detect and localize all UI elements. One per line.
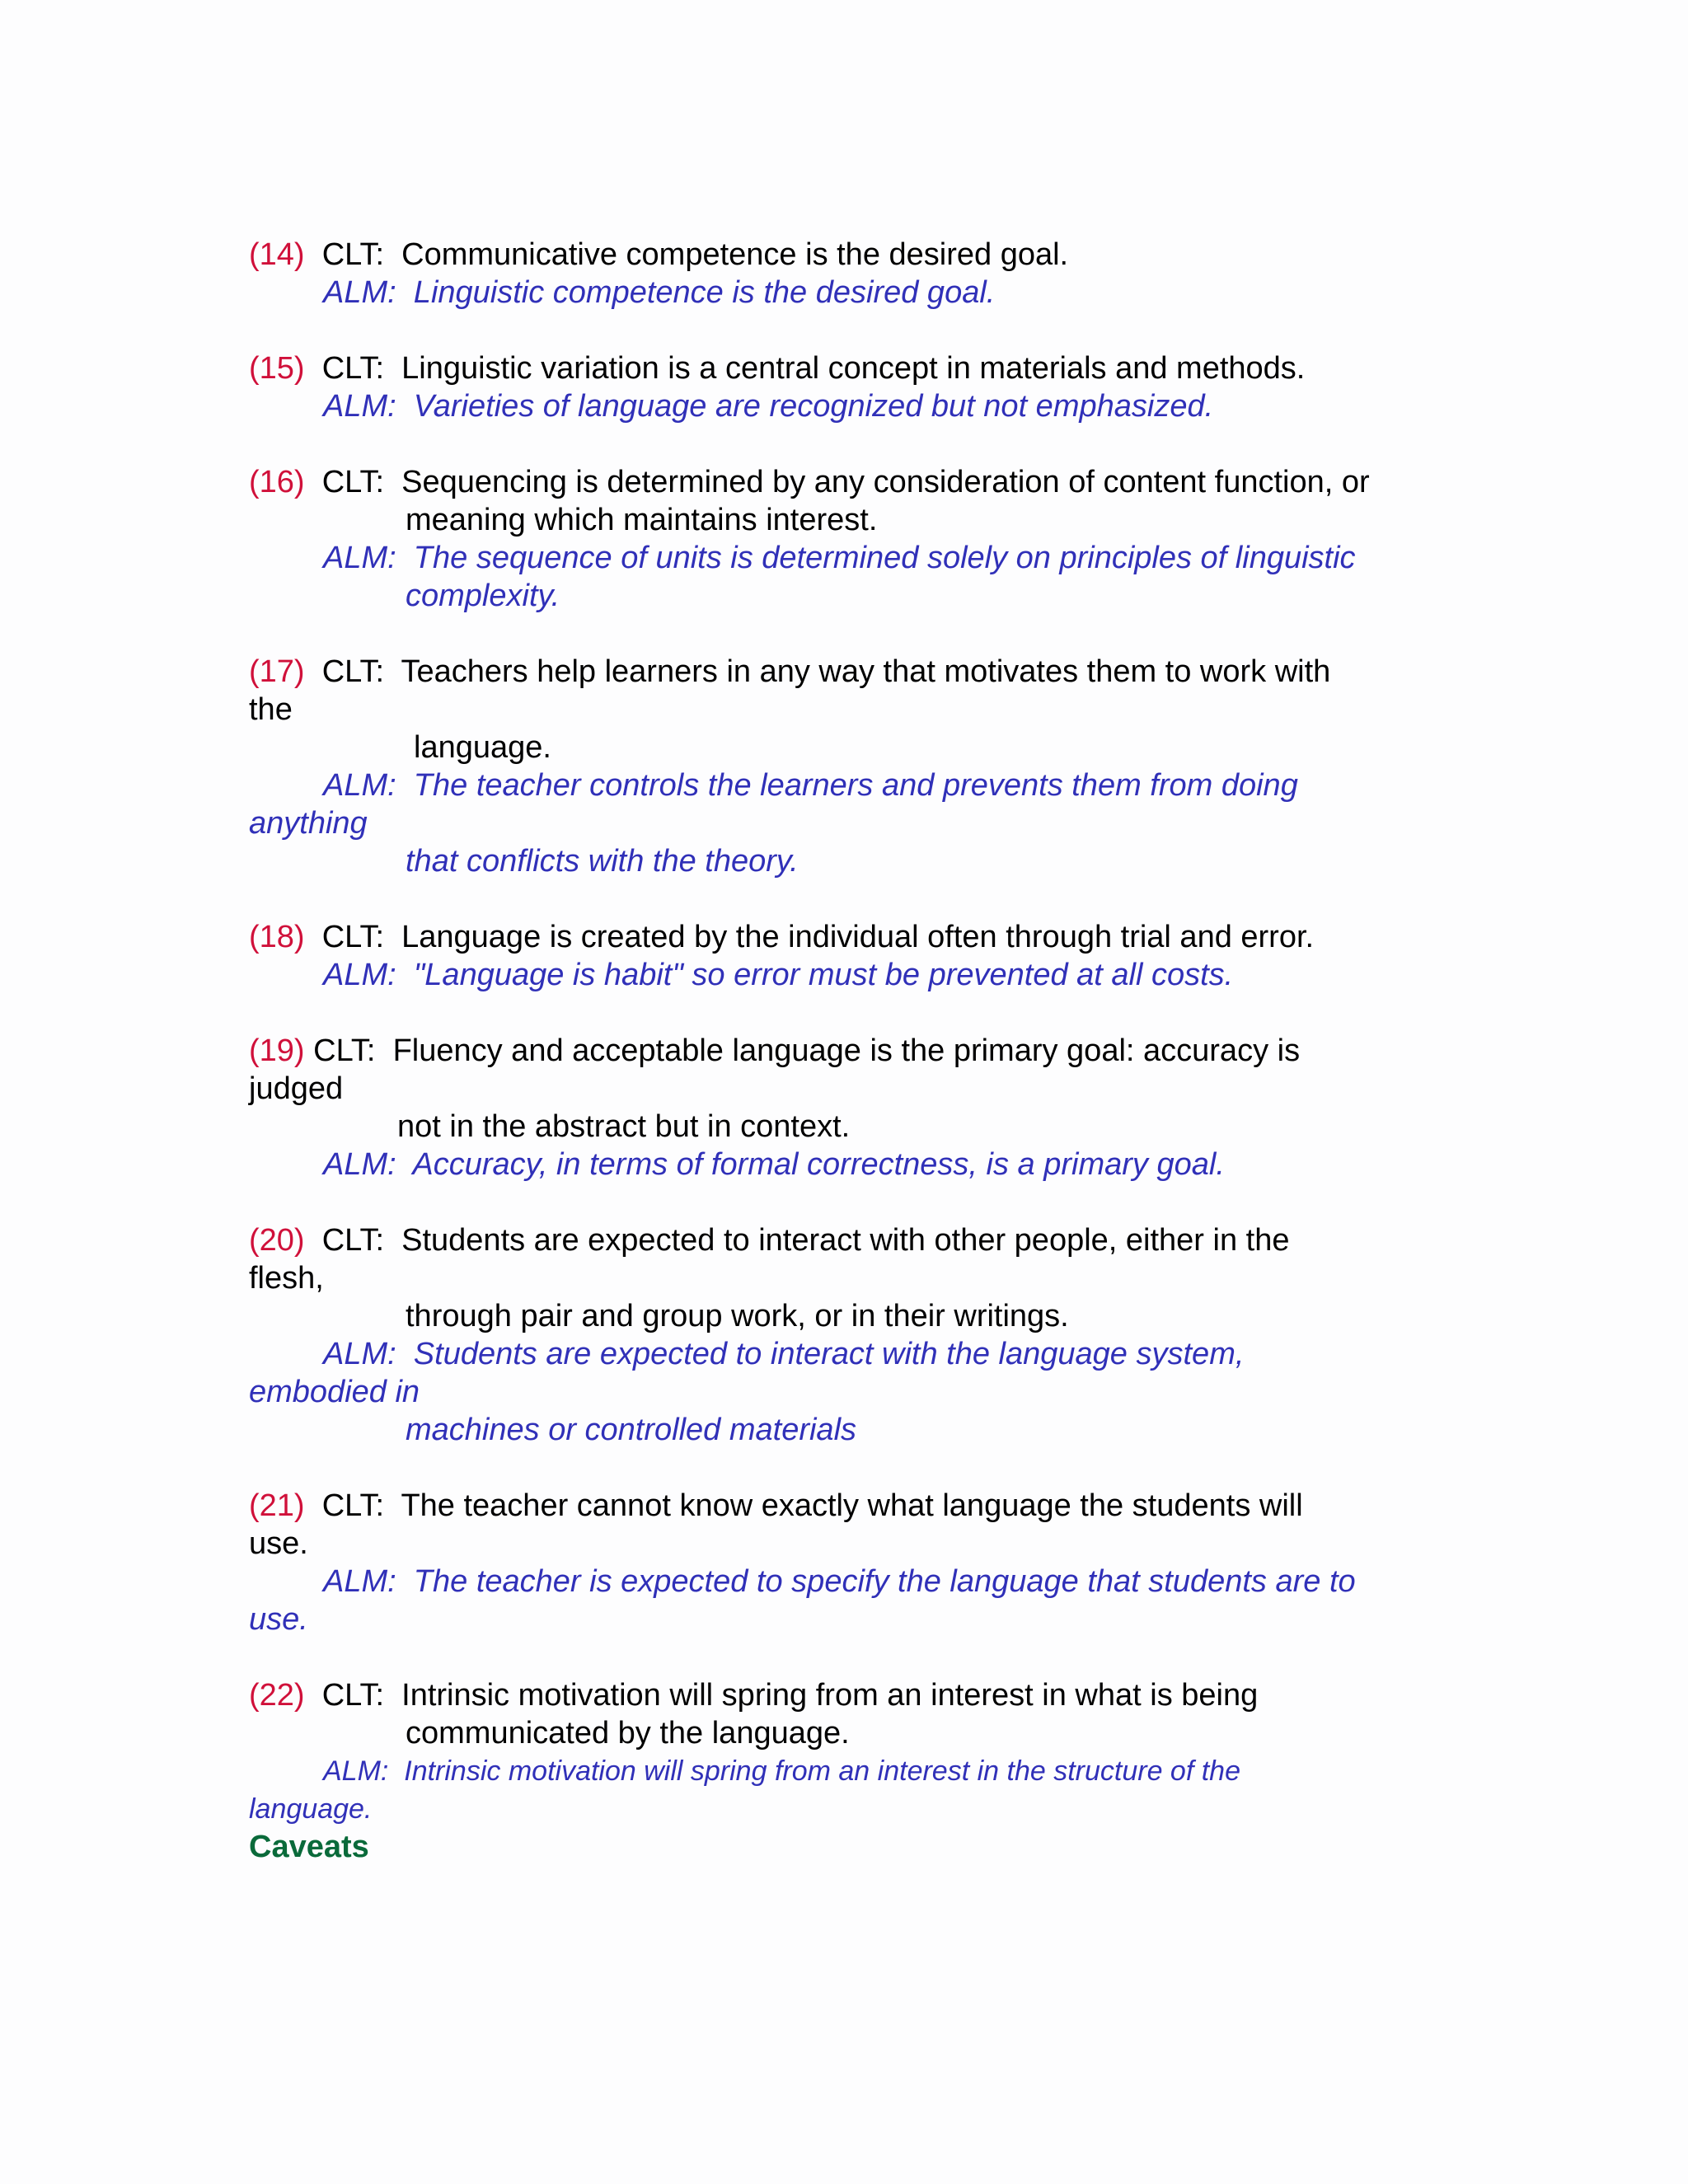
item-number: (19) [249,1033,305,1068]
clt-text: CLT: Language is created by the individual often through trial and error. [321,920,1315,954]
item-number: (14) [249,237,305,272]
item-17-clt-line [249,653,1452,691]
item-number: (17) [249,654,305,689]
item-14-alm-line: ALM: Linguistic competence is the desired goal. [323,275,996,310]
item-19-clt-wrap: judged [249,1071,344,1106]
clt-text: CLT: Students are expected to interact with other people, either in the [321,1223,1290,1258]
item-number: (15) [249,351,305,386]
item-20-alm-continuation: machines or controlled materials [406,1413,857,1447]
item-21-alm-wrap: use. [249,1602,308,1637]
item-20-clt-line [249,1221,1452,1259]
clt-text: CLT: Communicative competence is the desired goal. [321,237,1069,272]
clt-text: CLT: Sequencing is determined by any consideration of content function, or [321,465,1370,499]
item-number: (21) [249,1488,305,1523]
item-18-alm-line: ALM: "Language is habit" so error must be prevented at all costs. [323,958,1234,992]
item-21-clt-wrap: use. [249,1526,308,1561]
clt-text: CLT: Linguistic variation is a central concept in materials and methods. [321,351,1306,386]
item-number: (16) [249,465,305,499]
item-22-clt-line [249,1676,1452,1714]
item-16-clt-continuation: meaning which maintains interest. [406,503,878,537]
item-19-alm-line: ALM: Accuracy, in terms of formal correctness, is a primary goal. [323,1147,1225,1182]
item-number: (22) [249,1678,305,1713]
item-17-alm-continuation: that conflicts with the theory. [406,844,799,879]
item-22-clt-continuation: communicated by the language. [406,1716,850,1750]
item-15-clt-line [249,349,1452,387]
item-21-alm-line: ALM: The teacher is expected to specify the language that students are to [323,1564,1356,1599]
item-number: (18) [249,920,305,954]
item-17-alm-line: ALM: The teacher controls the learners and prevents them from doing [323,768,1298,803]
section-heading-caveats: Caveats [249,1830,369,1864]
item-16-alm-continuation: complexity. [406,579,560,613]
item-16-alm-line: ALM: The sequence of units is determined solely on principles of linguistic [323,541,1356,575]
clt-text: CLT: Intrinsic motivation will spring from an interest in what is being [321,1678,1259,1713]
item-20-clt-continuation: through pair and group work, or in their writings. [406,1299,1069,1333]
item-18-clt-line [249,918,1452,956]
item-17-alm-wrap: anything [249,806,368,841]
clt-text: CLT: Fluency and acceptable language is the primary goal: accuracy is [313,1033,1301,1068]
item-14-clt-line [249,236,1452,274]
clt-text: CLT: Teachers help learners in any way that motivates them to work with [321,654,1331,689]
document-content [249,236,1452,1866]
clt-text: CLT: The teacher cannot know exactly what language the students will [321,1488,1303,1523]
item-19-clt-line [249,1032,1452,1070]
item-number: (20) [249,1223,305,1258]
item-19-clt-continuation: not in the abstract but in context. [397,1109,851,1144]
item-15-alm-line: ALM: Varieties of language are recognized but not emphasized. [323,389,1214,424]
item-16-clt-line [249,463,1452,501]
item-20-clt-wrap: flesh, [249,1261,324,1296]
item-22-alm-wrap: language. [249,1793,373,1825]
item-17-clt-continuation: language. [414,730,551,765]
item-22-alm-line: ALM: Intrinsic motivation will spring from an interest in the structure of the [323,1755,1241,1787]
item-20-alm-wrap: embodied in [249,1375,420,1409]
item-17-clt-wrap: the [249,692,293,727]
item-21-clt-line [249,1487,1452,1525]
item-20-alm-line: ALM: Students are expected to interact with the language system, [323,1337,1245,1371]
